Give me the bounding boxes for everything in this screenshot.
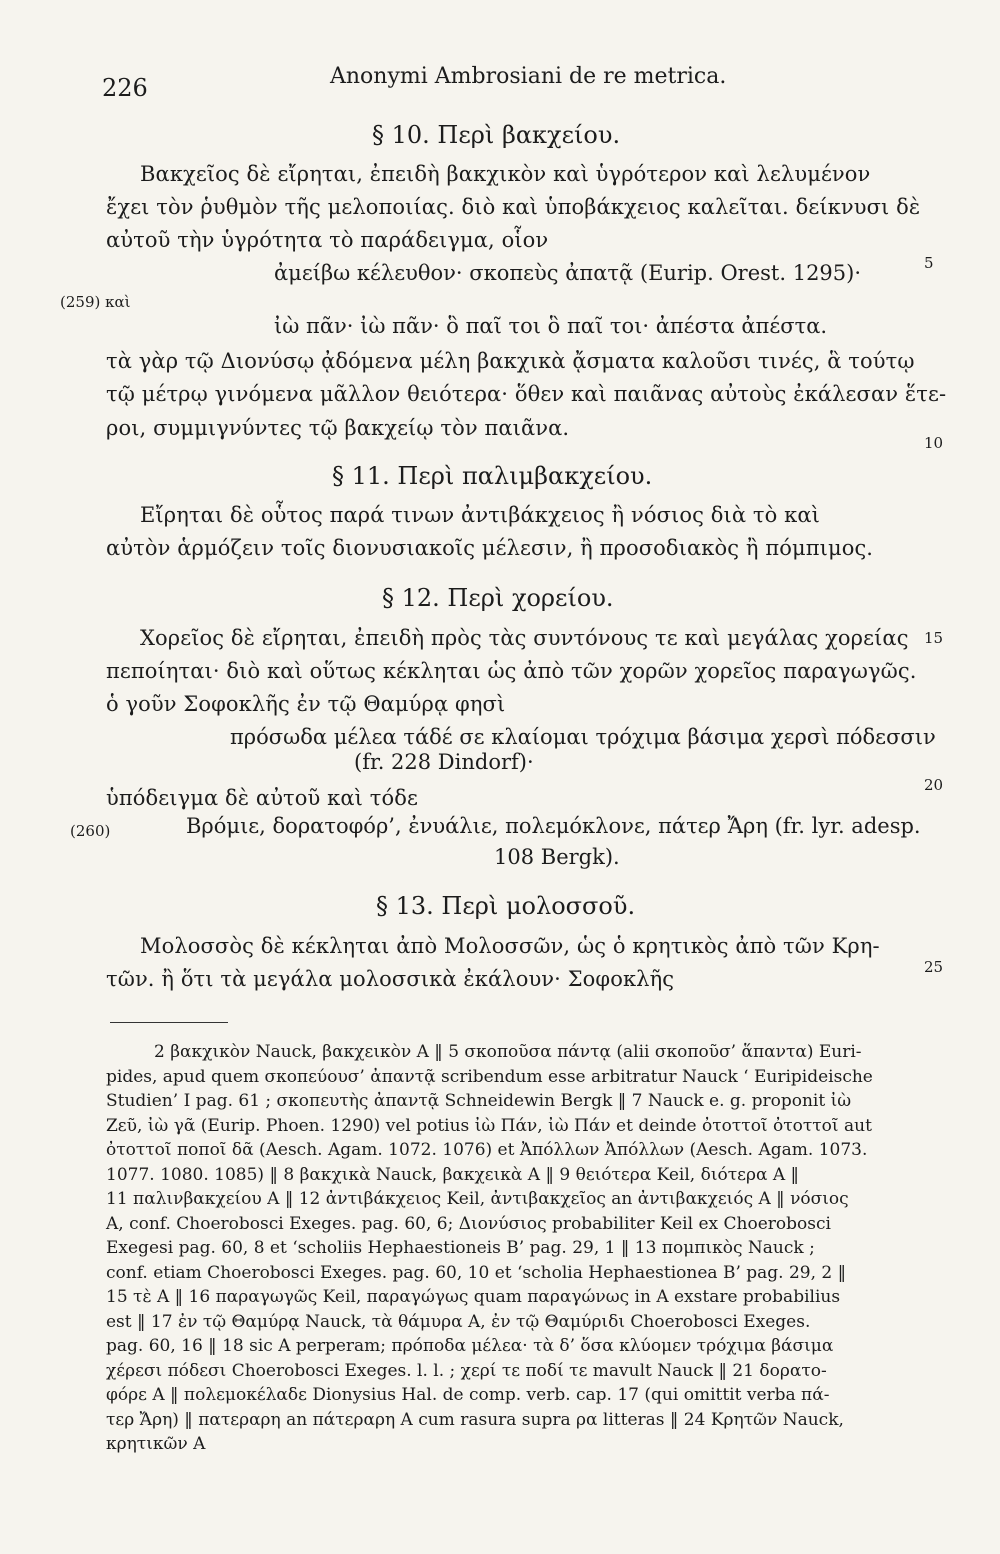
- footnote-line: 1077. 1080. 1085) ‖ 8 βακχικὰ Nauck, βακχεικὰ A ‖ 9 θειότερα Keil, διότερα A ‖: [106, 1164, 800, 1185]
- footnote-line: Exegesi pag. 60, 8 et ‘scholiis Hephaestioneis B’ pag. 29, 1 ‖ 13 πομπικὸς Nauck ;: [106, 1238, 815, 1258]
- footnote-line: 15 τὲ A ‖ 16 παραγωγῶς Keil, παραγώγως quam παραγώνως in A exstare probabilius: [106, 1287, 841, 1307]
- section-12-line: πεποίηται· διὸ καὶ οὕτως κέκληται ὡς ἀπὸ τῶν χορῶν χορεῖος παραγωγῶς.: [106, 659, 917, 683]
- footnote-line: φόρε A ‖ πολεμοκέλαδε Dionysius Hal. de comp. verb. cap. 17 (qui omittit verba πά-: [106, 1385, 830, 1405]
- line-number: 20: [924, 776, 944, 794]
- section-10-line: τὰ γὰρ τῷ Διονύσῳ ᾀδόμενα μέλη βακχικὰ ᾄσματα καλοῦσι τινές, ἃ τούτῳ: [106, 349, 915, 373]
- footnotes: [106, 1040, 936, 1457]
- margin-reference: (260): [70, 822, 111, 840]
- footnote-line: A, conf. Choerobosci Exeges. pag. 60, 6; Διονύσιος probabiliter Keil ex Choerobosci: [106, 1213, 831, 1234]
- section-11-line: αὐτὸν ἁρμόζειν τοῖς διονυσιακοῖς μέλεσιν, ἢ προσοδιακὸς ἢ πόμπιμος.: [106, 536, 874, 560]
- verse-quote: Βρόμιε, δορατοφόρ’, ἐνυάλιε, πολεμόκλονε, πάτερ Ἄρη (fr. lyr. adesp.: [186, 814, 921, 838]
- footnote-line: pag. 60, 16 ‖ 18 sic A perperam; πρόποδα μέλεα· τὰ δ’ ὅσα κλύομεν τρόχιμα βάσιμα: [106, 1336, 834, 1356]
- footnote-line: Studien’ I pag. 61 ; σκοπευτὴς ἀπαντᾷ Schneidewin Bergk ‖ 7 Nauck e. g. proponit ἰὼ: [106, 1091, 852, 1111]
- footnote-line: ὀτοττοῖ ποποῖ δᾶ (Aesch. Agam. 1072. 1076) et Ἀπόλλων Ἀπόλλων (Aesch. Agam. 1073.: [106, 1140, 868, 1160]
- footnote-line: κρητικῶν A: [106, 1434, 206, 1454]
- section-13-line: τῶν. ἢ ὅτι τὰ μεγάλα μολοσσικὰ ἐκάλουν· Σοφοκλῆς: [106, 967, 675, 991]
- section-10-line: τῷ μέτρῳ γινόμενα μᾶλλον θειότερα· ὅθεν καὶ παιᾶνας αὐτοὺς ἐκάλεσαν ἕτε-: [106, 382, 947, 406]
- section-10-line: Βακχεῖος δὲ εἴρηται, ἐπειδὴ βακχικὸν καὶ ὑγρότερον καὶ λελυμένον: [140, 162, 871, 186]
- section-13-line: Μολοσσὸς δὲ κέκληται ἀπὸ Μολοσσῶν, ὡς ὁ κρητικὸς ἀπὸ τῶν Κρη-: [140, 934, 880, 958]
- footnote-line: est ‖ 17 ἐν τῷ Θαμύρᾳ Nauck, τὰ θάμυρα A, ἐν τῷ Θαμύριδι Choerobosci Exeges.: [106, 1311, 811, 1332]
- section-10-line: ροι, συμμιγνύντες τῷ βακχείῳ τὸν παιᾶνα.: [106, 416, 570, 440]
- footnote-line: conf. etiam Choerobosci Exeges. pag. 60, 10 et ‘scholia Hephaestionea B’ pag. 29, 2 ‖: [106, 1262, 847, 1283]
- verse-quote: ἰὼ πᾶν· ἰὼ πᾶν· ὃ παῖ τοι ὃ παῖ τοι· ἀπέστα ἀπέστα.: [274, 314, 828, 338]
- footnote-line: pides, apud quem σκοπεύουσ’ ἀπαντᾷ scribendum esse arbitratur Nauck ‘ Euripideische: [106, 1066, 873, 1087]
- line-number: 15: [924, 629, 944, 647]
- footnote-line: 11 παλινβακχείου A ‖ 12 ἀντιβάκχειος Keil, ἀντιβακχεῖος an ἀντιβακχειός A ‖ νόσιος: [106, 1189, 849, 1209]
- line-number: 5: [924, 254, 934, 272]
- margin-reference: (259) καὶ: [60, 293, 131, 311]
- section-11-line: Εἴρηται δὲ οὗτος παρά τινων ἀντιβάκχειος ἢ νόσιος διὰ τὸ καὶ: [140, 503, 820, 527]
- verse-quote: πρόσωδα μέλεα τάδέ σε κλαίομαι τρόχιμα βάσιμα χερσὶ πόδεσσιν: [230, 725, 936, 749]
- footnote-line: χέρεσι πόδεσι Choerobosci Exeges. l. l. ; χερί τε ποδί τε mavult Nauck ‖ 21 δορατο-: [106, 1360, 827, 1381]
- section-11-heading: § 11. Περὶ παλιμβακχείου.: [332, 462, 653, 490]
- section-13-heading: § 13. Περὶ μολοσσοῦ.: [376, 892, 636, 920]
- line-number: 25: [924, 958, 944, 976]
- footnote-rule: [110, 1022, 228, 1023]
- verse-reference: (fr. 228 Dindorf)·: [354, 750, 534, 774]
- footnote-line: Ζεῦ, ἰὼ γᾶ (Eurip. Phoen. 1290) vel potius ἰὼ Πάν, ἰὼ Πάν et deinde ὀτοττοῖ ὀτοττοῖ aut: [106, 1115, 872, 1136]
- footnote-line: τερ Ἄρη) ‖ πατεραρη an πάτεραρη A cum rasura supra ρα litteras ‖ 24 Κρητῶν Nauck,: [106, 1409, 844, 1430]
- footnote-line: 2 βακχικὸν Nauck, βακχεικὸν A ‖ 5 σκοποῦσα πάντᾳ (alii σκοποῦσ’ ἅπαντα) Euri-: [154, 1042, 862, 1062]
- verse-reference: 108 Bergk).: [494, 845, 620, 869]
- section-12-line: ὁ γοῦν Σοφοκλῆς ἐν τῷ Θαμύρᾳ φησὶ: [106, 692, 506, 716]
- section-12-heading: § 12. Περὶ χορείου.: [382, 584, 614, 612]
- section-12-line: ὑπόδειγμα δὲ αὐτοῦ καὶ τόδε: [106, 786, 418, 810]
- section-12-line: Χορεῖος δὲ εἴρηται, ἐπειδὴ πρὸς τὰς συντόνους τε καὶ μεγάλας χορείας: [140, 626, 909, 650]
- section-10-line: ἔχει τὸν ῥυθμὸν τῆς μελοποιίας. διὸ καὶ ὑποβάκχειος καλεῖται. δείκνυσι δὲ: [106, 195, 921, 219]
- line-number: 10: [924, 434, 944, 452]
- page-number: 226: [102, 74, 148, 102]
- section-10-heading: § 10. Περὶ βακχείου.: [372, 121, 621, 149]
- running-title: Anonymi Ambrosiani de re metrica.: [330, 64, 727, 89]
- verse-quote: ἀμείβω κέλευθον· σκοπεὺς ἀπατᾷ (Eurip. Orest. 1295)·: [274, 261, 862, 285]
- section-10-line: αὐτοῦ τὴν ὑγρότητα τὸ παράδειγμα, οἷον: [106, 228, 549, 252]
